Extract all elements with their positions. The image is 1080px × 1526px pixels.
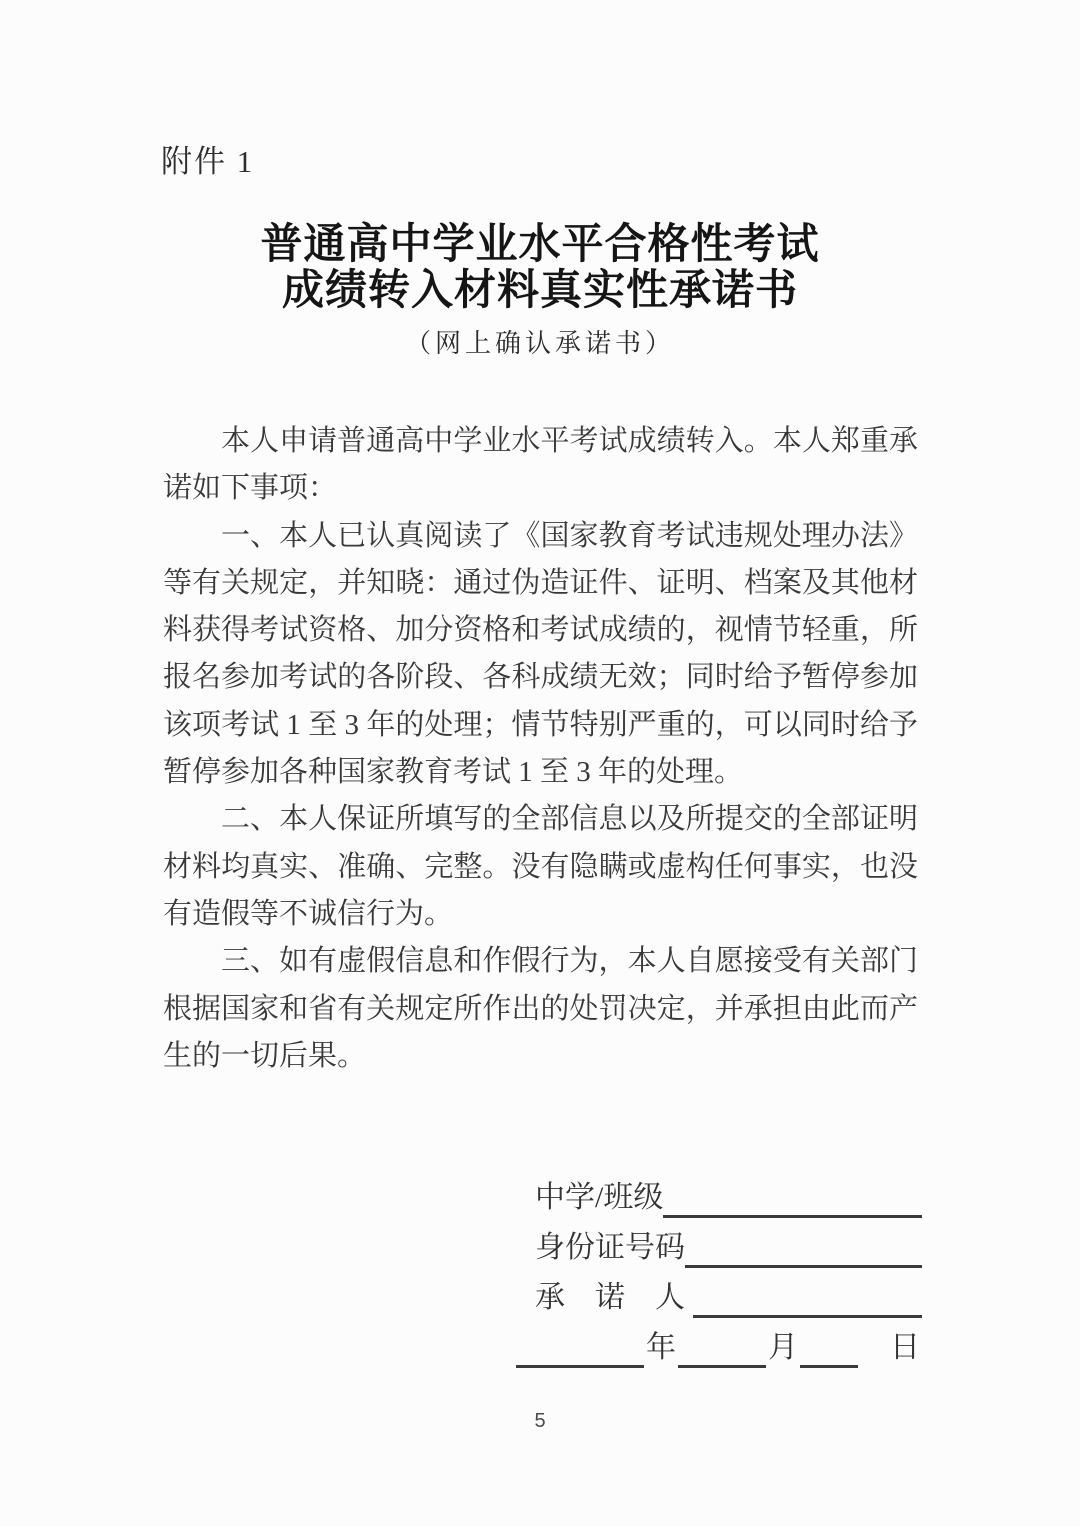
document-title-line-2: 成绩转入材料真实性承诺书 — [281, 268, 798, 314]
month-blank-line — [678, 1328, 766, 1368]
title-block — [0, 222, 1080, 359]
month-label: 月 — [768, 1331, 798, 1364]
school-class-row — [535, 1168, 922, 1218]
body-line: 二、本人保证所填写的全部信息以及所提交的全部证明 — [221, 803, 918, 836]
body-line: 材料均真实、准确、完整。没有隐瞒或虚构任何事实，也没 — [163, 850, 918, 883]
body-text — [163, 418, 918, 1080]
school-class-label: 中学/班级 — [535, 1181, 664, 1214]
day-label: 日 — [890, 1331, 920, 1364]
body-line: 诺如下事项： — [163, 472, 338, 505]
body-line: 有造假等不诚信行为。 — [163, 897, 454, 930]
signature-block — [535, 1168, 922, 1368]
page-number: 5 — [534, 1410, 546, 1432]
promiser-label: 承 诺 人 — [535, 1281, 693, 1314]
body-line: 根据国家和省有关规定所作出的处罚决定，并承担由此而产 — [163, 992, 918, 1025]
body-line: 该项考试 1 至 3 年的处理；情节特别严重的，可以同时给予 — [163, 708, 918, 741]
year-label: 年 — [646, 1331, 676, 1364]
year-blank-line — [516, 1328, 644, 1368]
body-line: 暂停参加各种国家教育考试 1 至 3 年的处理。 — [163, 756, 744, 789]
attachment-label: 附件 1 — [161, 144, 255, 179]
document-subtitle: （网上确认承诺书） — [404, 329, 675, 358]
id-number-row — [535, 1218, 922, 1268]
body-line: 三、如有虚假信息和作假行为，本人自愿接受有关部门 — [221, 945, 918, 978]
body-line: 料获得考试资格、加分资格和考试成绩的，视情节轻重，所 — [163, 614, 918, 647]
school-class-blank-line — [663, 1178, 922, 1218]
document-title-line-1: 普通高中学业水平合格性考试 — [260, 222, 820, 268]
body-line: 一、本人已认真阅读了《国家教育考试违规处理办法》 — [221, 519, 918, 552]
body-line: 等有关规定，并知晓：通过伪造证件、证明、档案及其他材 — [163, 566, 918, 599]
body-line: 生的一切后果。 — [163, 1039, 367, 1072]
day-blank-line — [800, 1328, 858, 1368]
promiser-row — [535, 1268, 922, 1318]
id-number-label: 身份证号码 — [535, 1231, 685, 1264]
body-line: 本人申请普通高中学业水平考试成绩转入。本人郑重承 — [221, 425, 918, 457]
promiser-blank-line — [693, 1278, 923, 1318]
id-number-blank-line — [685, 1228, 922, 1268]
body-line: 报名参加考试的各阶段、各科成绩无效；同时给予暂停参加 — [163, 661, 918, 694]
date-row — [535, 1318, 922, 1368]
